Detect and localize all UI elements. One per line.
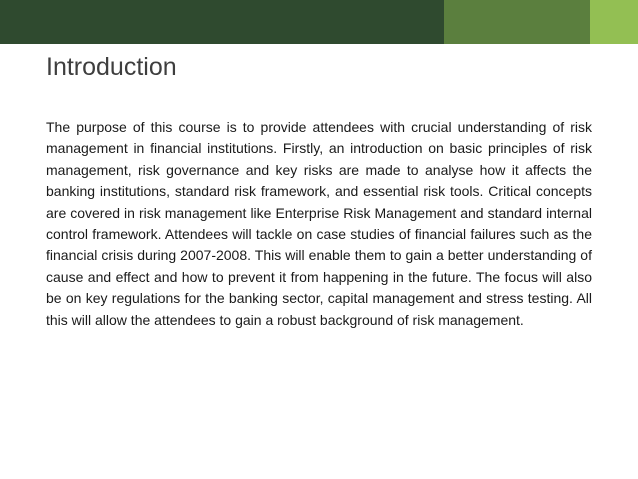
header-color-band (0, 0, 638, 44)
header-band-light-segment (590, 0, 638, 44)
slide-title: Introduction (46, 53, 177, 81)
slide-body-paragraph: The purpose of this course is to provide attendees with crucial understanding of risk management in financial institutions. Firstly, an introduction on basic principles of risk management, risk governance and key risks are made to analyse how it affects the banking institutions, standard risk framework, and essential risk tools. Critical concepts are covered in risk management like Enterprise Risk Management and standard internal control framework. Attendees will tackle on case studies of financial failures such as the financial crisis during 2007-2008. This will enable them to gain a better understanding of cause and effect and how to prevent it from happening in the future. The focus will also be on key regulations for the banking sector, capital management and stress testing. All this will allow the attendees to gain a robust background of risk management. (46, 119, 592, 328)
header-band-dark-segment (0, 0, 444, 44)
header-band-mid-segment (444, 0, 590, 44)
